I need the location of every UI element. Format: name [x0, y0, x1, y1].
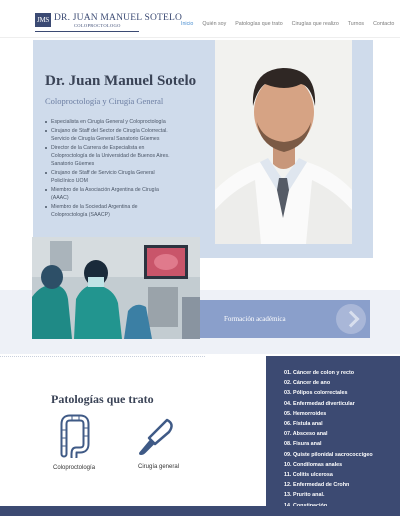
credential-item: Miembro de la Sociedad Argentina de Coloproctología (SAACP) [45, 203, 175, 219]
chevron-right-icon [336, 304, 366, 334]
logo-underline [35, 31, 139, 32]
pathologies-list [284, 368, 373, 508]
pathology-item[interactable]: 12. Enfermedad de Crohn [284, 482, 350, 489]
formacion-academica-button[interactable] [200, 300, 370, 338]
patologias-title: Patologías que trato [51, 392, 154, 406]
main-nav [181, 21, 394, 27]
nav-item-contacto[interactable]: Contacto [373, 21, 395, 27]
pathology-item[interactable]: 02. Cáncer de ano [284, 380, 331, 387]
doctor-portrait [215, 40, 352, 244]
pathology-item[interactable]: 05. Hemorroides [284, 410, 327, 417]
nav-item-inicio[interactable]: Inicio [181, 21, 194, 27]
footer-bar [0, 506, 400, 516]
hero-title: Dr. Juan Manuel Sotelo [45, 73, 197, 89]
pathology-item[interactable]: 10. Condilomas anales [284, 461, 343, 468]
coloproctologia-label[interactable]: Coloproctología [53, 465, 96, 471]
logo-name: DR. JUAN MANUEL SOTELO [54, 13, 183, 23]
surgery-photo [32, 237, 200, 339]
pathology-item[interactable]: 13. Prurito anal. [284, 492, 325, 499]
pathology-item[interactable]: 04. Enfermedad diverticular [284, 400, 355, 407]
cirugia-general-label[interactable]: Cirugía general [138, 464, 180, 470]
pathology-item[interactable]: 08. Fisura anal [284, 441, 322, 448]
credential-item: Director de la Carrera de Especialista en Coloproctología de la Universidad de Buenos Aires. Sanatorio Güemes [45, 144, 175, 168]
credential-item: Cirujano de Staff del Sector de Cirugía Colorrectal. Servicio de Cirugía General Sanatorio Güemes [45, 127, 175, 143]
pathology-item[interactable]: 11. Colitis ulcerosa [284, 472, 333, 479]
credentials-list [45, 118, 175, 220]
pathology-item[interactable]: 06. Fístula anal [284, 421, 323, 428]
pathologies-panel [266, 356, 400, 508]
pathology-item[interactable]: 01. Cáncer de colon y recto [284, 370, 355, 376]
nav-item-turnos[interactable]: Turnos [347, 21, 365, 27]
site-header [0, 0, 400, 38]
section-divider [0, 356, 205, 357]
formacion-label: Formación académica [224, 315, 286, 323]
pathology-item[interactable]: 03. Pólipos colorrectales [284, 390, 348, 397]
pathology-item[interactable]: 09. Quiste pilonidal sacrococcígeo [284, 451, 373, 458]
credential-item: Cirujano de Staff de Servicio Cirugía General Policlínico UOM [45, 169, 175, 185]
credential-item: Especialista en Cirugía General y Coloproctología [45, 118, 175, 126]
logo-subtitle: COLOPROCTOLOGO [74, 23, 121, 28]
nav-item-quien-soy[interactable]: Quién soy [202, 21, 227, 27]
nav-item-cirugias[interactable]: Cirugías que realizo [291, 21, 339, 27]
hero-subtitle: Coloproctología y Cirugía General [45, 96, 164, 106]
scalpel-icon[interactable] [137, 416, 177, 456]
pathology-item[interactable]: 07. Absceso anal [284, 431, 328, 438]
credential-item: Miembro de la Asociación Argentina de Cirugía (AAAC) [45, 186, 175, 202]
colon-icon[interactable] [54, 414, 94, 458]
nav-item-patologias[interactable]: Patologías que trato [235, 21, 283, 27]
logo-monogram: JMS [35, 13, 51, 27]
site-logo[interactable] [35, 13, 182, 29]
logo-text [54, 13, 182, 29]
